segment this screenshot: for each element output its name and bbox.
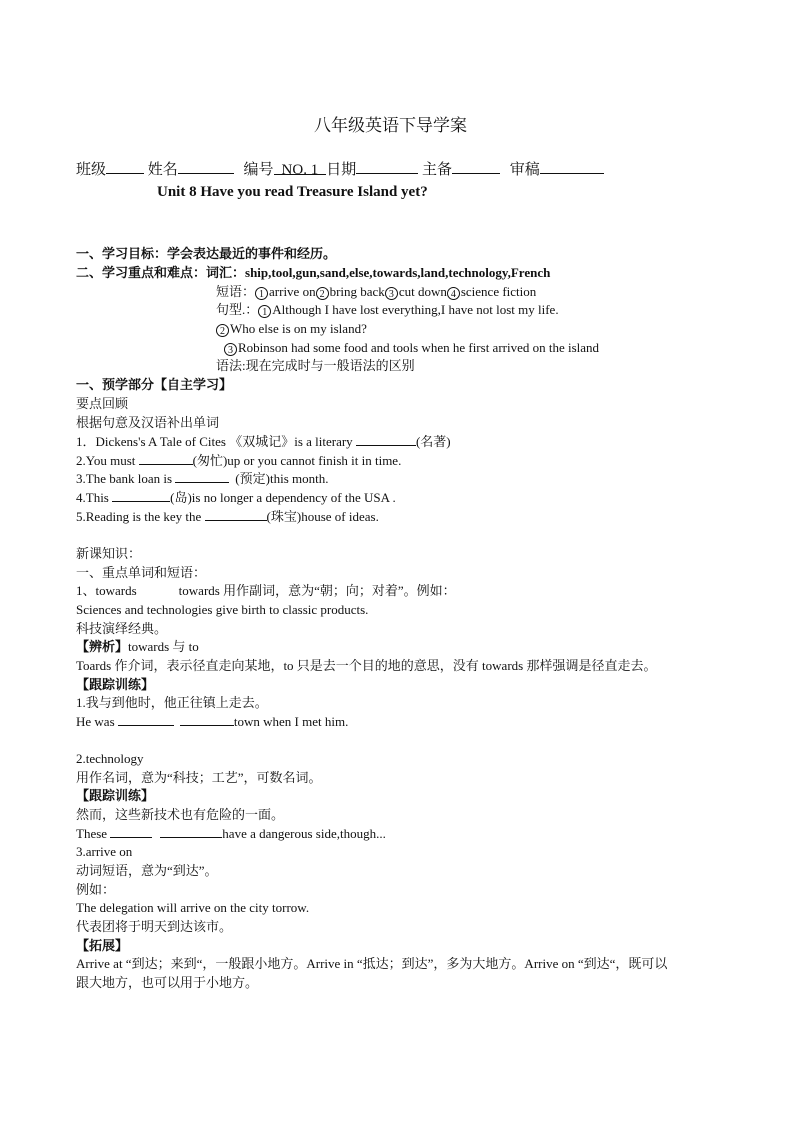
new-lesson-heading: 新课知识： [76, 546, 142, 561]
exercise-text: up or you cannot finish it in time. [227, 453, 402, 468]
extend-line-2: 跟大地方，也可以用于小地方。 [76, 975, 259, 990]
circled-number-1: 1 [258, 305, 271, 318]
exercise-item-2 [76, 452, 401, 469]
exercise-hint: (珠宝) [266, 509, 302, 524]
reviewer-blank[interactable] [540, 161, 604, 174]
practice-1-en [76, 713, 348, 730]
circled-number-1: 1 [255, 287, 268, 300]
key-points-line [76, 264, 550, 281]
analysis-detail: Toards 作介词，表示径直走向某地，to 只是去一个目的地的意思，没有 towards 那样强调是径直走去。 [76, 658, 657, 673]
exercise-hint: (预定) [235, 471, 270, 486]
class-blank[interactable] [106, 161, 144, 174]
answer-blank[interactable] [139, 452, 193, 465]
phrases-line [216, 283, 536, 300]
practice-2-en [76, 825, 386, 842]
exercise-text: house of ideas. [301, 509, 379, 524]
preview-heading: 一、预学部分【自主学习】 [76, 377, 233, 392]
phrase-2: bring back [329, 284, 385, 299]
exercise-item-3 [76, 470, 328, 487]
sentence-3: Robinson had some food and tools when he first arrived on the island [238, 340, 600, 355]
towards-definition: towards 用作副词，意为“朝；向；对着”。例如： [178, 583, 456, 598]
practice-text: These [76, 826, 111, 841]
exercise-item-5 [76, 508, 379, 525]
practice-1-cn: 1.我与到他时，他正往镇上走去。 [76, 695, 268, 710]
analysis-text: towards 与 to [128, 639, 199, 654]
phrase-4: science fiction [460, 284, 537, 299]
example-label: 例如： [76, 882, 116, 897]
sentence-1: Although I have lost everything,I have not lost my life. [272, 302, 559, 317]
reviewer-label: 审稿 [509, 162, 540, 178]
preparer-label: 主备 [421, 162, 452, 178]
towards-example-en: Sciences and technologies give birth to classic products. [76, 602, 369, 617]
instruction-line: 根据句意及汉语补出单词 [76, 415, 220, 430]
towards-example-cn: 科技演绎经典。 [76, 621, 168, 636]
number-value [274, 162, 327, 178]
answer-blank[interactable] [110, 825, 152, 838]
grammar-line: 语法:现在完成时与一般语法的区别 [216, 358, 415, 373]
exercise-text: 1．Dickens's A Tale of Cites 《双城记》is a literary [76, 434, 356, 449]
number-text: NO. 1 [281, 162, 319, 178]
review-label: 要点回顾 [76, 396, 129, 411]
practice-label-1: 【跟踪训练】 [76, 677, 155, 692]
answer-blank[interactable] [160, 825, 222, 838]
exercise-hint: (匆忙) [192, 453, 228, 468]
arrive-example-en: The delegation will arrive on the city torrow. [76, 900, 310, 915]
technology-definition: 用作名词，意为“科技；工艺”，可数名词。 [76, 770, 322, 785]
answer-blank[interactable] [356, 433, 416, 446]
extend-label: 【拓展】 [76, 938, 129, 953]
exercise-text: 4.This [76, 490, 113, 505]
practice-label-2: 【跟踪训练】 [76, 788, 155, 803]
technology-label: 2.technology [76, 751, 144, 766]
exercise-text: 5.Reading is the key the [76, 509, 205, 524]
phrases-label: 短语： [216, 284, 256, 299]
exercise-hint: (岛) [170, 490, 192, 505]
sentence-2: Who else is on my island? [230, 321, 367, 336]
date-blank[interactable] [356, 161, 418, 174]
sentences-line-3 [224, 339, 599, 356]
practice-text: have a dangerous side,though... [222, 826, 386, 841]
number-label: 编号 [243, 162, 274, 178]
answer-blank[interactable] [118, 713, 174, 726]
exercise-text: 3.The bank loan is [76, 471, 176, 486]
exercise-item-1 [76, 433, 451, 450]
circled-number-3: 3 [385, 287, 398, 300]
name-blank[interactable] [178, 161, 234, 174]
sentences-line-1 [216, 301, 559, 318]
arrive-example-cn: 代表团将于明天到达该市。 [76, 919, 233, 934]
class-label: 班级 [76, 162, 107, 178]
towards-line [76, 582, 456, 599]
sentences-line-2 [216, 320, 367, 337]
new-lesson-subheading: 一、重点单词和短语： [76, 565, 207, 580]
practice-text: town when I met him. [233, 714, 349, 729]
preparer-blank[interactable] [452, 161, 500, 174]
exercise-hint: (名著) [415, 434, 451, 449]
phrase-3: cut down [398, 284, 447, 299]
analysis-label: 【辨析】 [76, 639, 129, 654]
analysis-line [76, 638, 199, 655]
circled-number-2: 2 [216, 324, 229, 337]
header-info-line [76, 161, 604, 179]
phrase-1: arrive on [269, 284, 316, 299]
learning-goal: 一、学习目标：学会表达最近的事件和经历。 [76, 246, 337, 261]
answer-blank[interactable] [180, 713, 234, 726]
answer-blank[interactable] [175, 470, 229, 483]
date-label: 日期 [326, 162, 357, 178]
towards-label: 1、towards [76, 583, 137, 598]
arrive-on-definition: 动词短语，意为“到达”。 [76, 863, 218, 878]
sentences-label: 句型.： [216, 302, 259, 317]
exercise-text: 2.You must [76, 453, 139, 468]
practice-2-cn: 然而，这些新技术也有危险的一面。 [76, 807, 285, 822]
exercise-text: this month. [269, 471, 329, 486]
unit-title: Unit 8 Have you read Treasure Island yet? [157, 184, 428, 200]
practice-text: He was [76, 714, 118, 729]
exercise-text: is no longer a dependency of the USA . [191, 490, 396, 505]
arrive-on-label: 3.arrive on [76, 844, 133, 859]
key-words: ship,tool,gun,sand,else,towards,land,technology,French [245, 265, 551, 280]
circled-number-4: 4 [447, 287, 460, 300]
key-points-label: 二、学习重点和难点：词汇： [76, 265, 246, 280]
circled-number-2: 2 [316, 287, 329, 300]
page-title: 八年级英语下导学案 [314, 116, 467, 135]
answer-blank[interactable] [112, 489, 170, 502]
exercise-item-4 [76, 489, 396, 506]
extend-line-1: Arrive at “到达；来到“，一般跟小地方。Arrive in “抵达；到达”，多为大地方。Arrive on “到达“，既可以 [76, 956, 668, 971]
name-label: 姓名 [147, 162, 178, 178]
answer-blank[interactable] [205, 508, 267, 521]
circled-number-3: 3 [224, 343, 237, 356]
